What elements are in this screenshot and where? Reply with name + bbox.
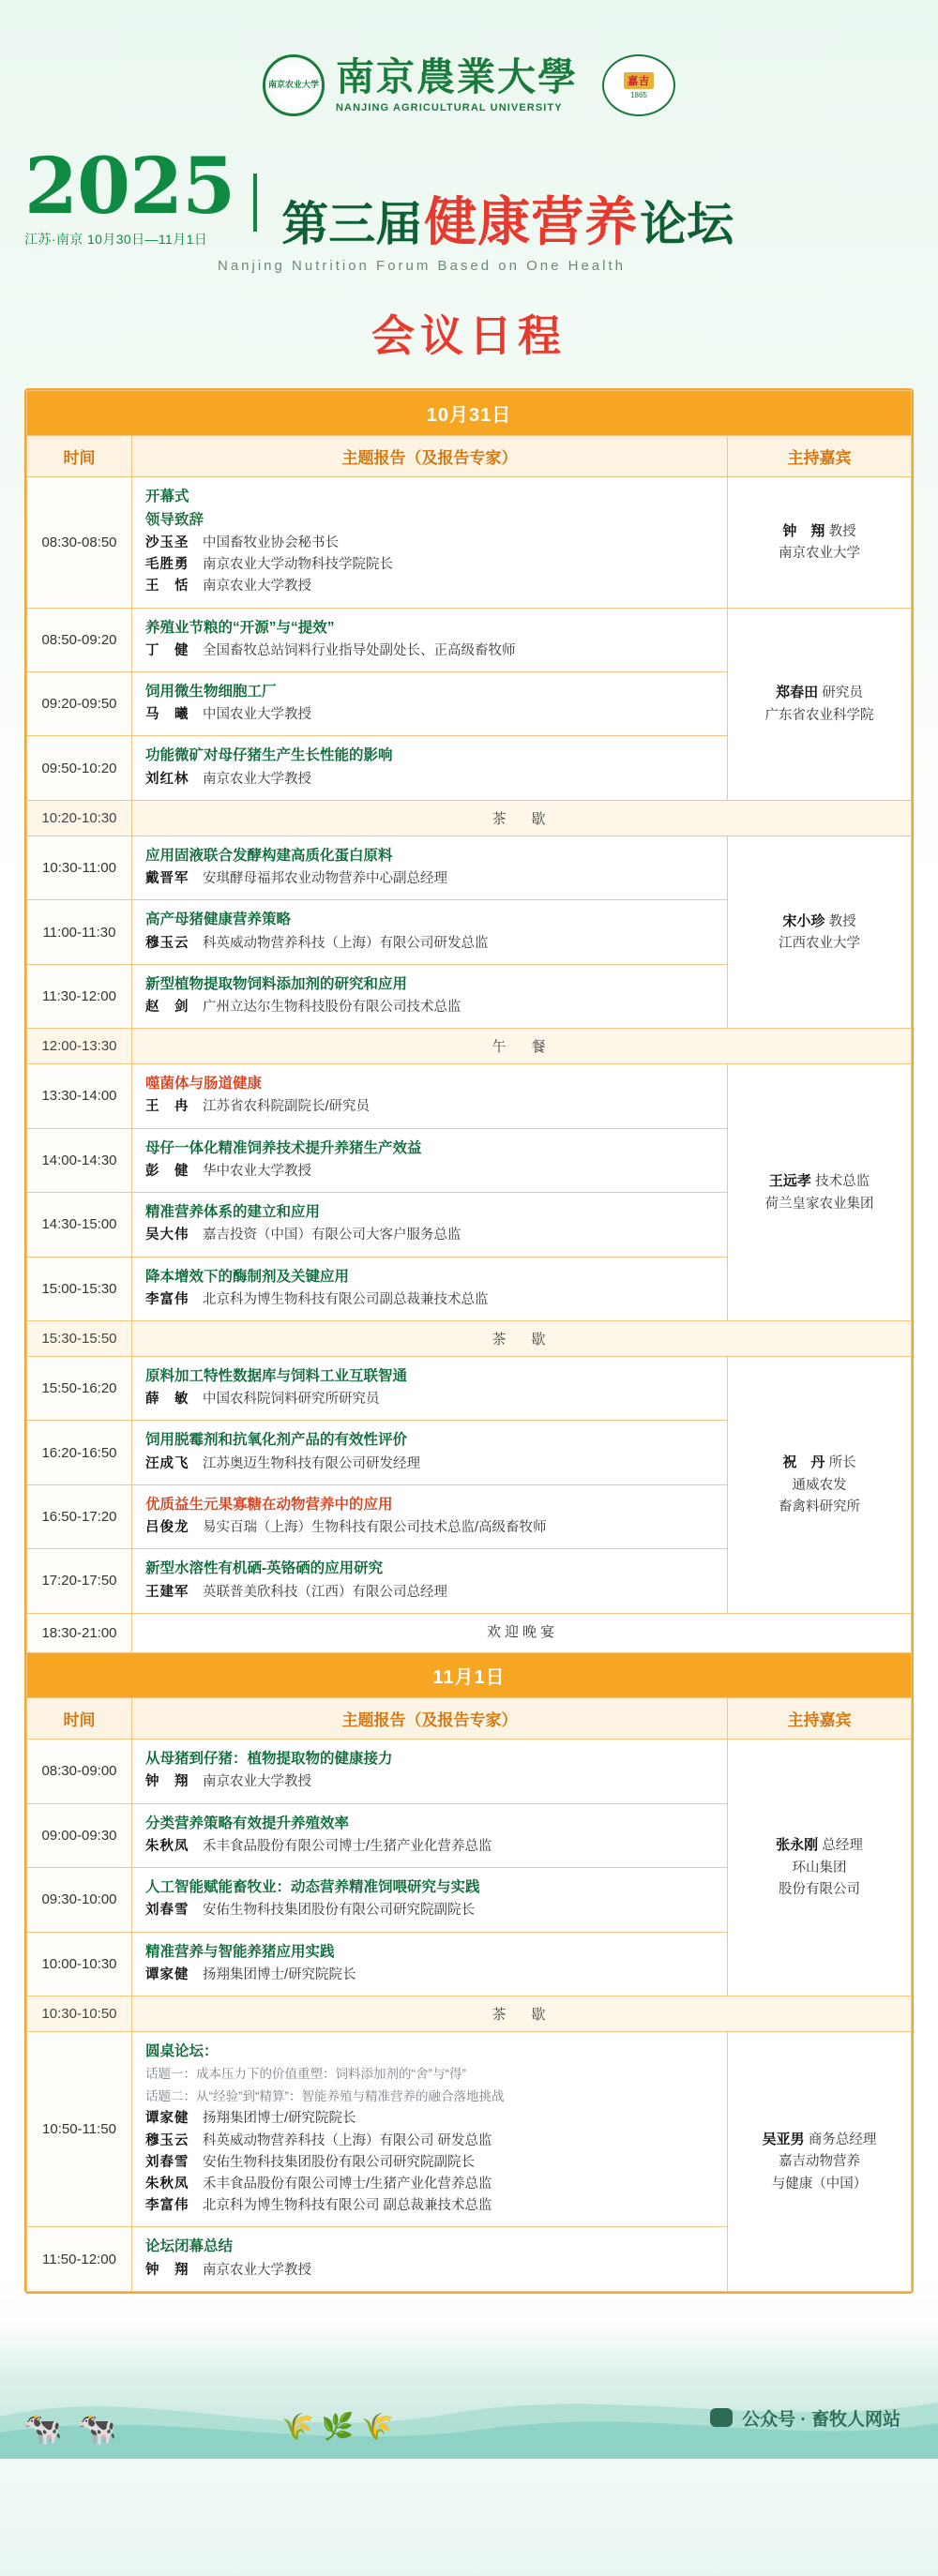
break-label: 茶 歇 — [132, 800, 912, 836]
speaker: 钟 翔 南京农业大学教授 — [145, 2262, 311, 2278]
host-name: 郑春田 — [776, 685, 819, 701]
session-title: 养殖业节粮的“开源”与“提效” — [145, 619, 335, 636]
session-time: 14:30-15:00 — [27, 1193, 132, 1257]
session-time: 10:00-10:30 — [27, 1932, 132, 1996]
host-role: 教授 — [828, 913, 856, 929]
host-name: 祝 丹 — [782, 1454, 825, 1471]
session-time: 17:20-17:50 — [27, 1549, 132, 1613]
session-title: 降本增效下的酶制剂及关键应用 — [145, 1268, 350, 1285]
session-topic-cell — [132, 672, 728, 736]
speaker: 刘春雪 安佑生物科技集团股份有限公司研究院副院长 — [145, 2154, 475, 2170]
session-title: 原料加工特性数据库与饲料工业互联智通 — [145, 1367, 408, 1384]
session-topic-cell — [132, 2227, 728, 2291]
session-title: 饲用脱霉剂和抗氧化剂产品的有效性评价 — [145, 1432, 408, 1449]
session-topic-cell — [132, 1128, 728, 1192]
host-name: 宋小珍 — [782, 912, 825, 929]
host-org: 股份有限公司 — [779, 1882, 860, 1898]
session-topic-cell — [132, 2031, 728, 2226]
title-band — [24, 142, 914, 253]
speaker-name: 王 冉 — [145, 1099, 189, 1115]
host-org: 环山集团 — [792, 1860, 847, 1876]
speaker: 彭 健 华中农业大学教授 — [145, 1163, 311, 1179]
session-time: 08:50-09:20 — [27, 608, 132, 671]
session-title: 饲用微生物细胞工厂 — [145, 684, 277, 700]
session-time: 11:00-11:30 — [27, 900, 132, 964]
host-org: 与健康（中国） — [771, 2176, 868, 2192]
session-time: 10:50-11:50 — [27, 2031, 132, 2226]
speaker-name: 谭家健 — [145, 2111, 189, 2127]
session-topic-cell — [132, 1740, 728, 1803]
session-time: 15:00-15:30 — [27, 1257, 132, 1320]
session-topic-cell — [132, 1484, 728, 1548]
speaker: 穆玉云 科英威动物营养科技（上海）有限公司研发总监 — [145, 935, 489, 951]
host-name: 王远孝 — [768, 1173, 811, 1190]
host-cell — [728, 1740, 912, 1996]
host-role: 教授 — [828, 523, 856, 539]
session-title: 精准营养体系的建立和应用 — [145, 1204, 321, 1221]
university-name-en: NANJING AGRICULTURAL UNIVERSITY — [336, 101, 563, 113]
speaker: 吕俊龙 易实百瑞（上海）生物科技有限公司技术总监/高级畜牧师 — [145, 1520, 547, 1536]
break-time: 15:30-15:50 — [27, 1320, 132, 1356]
agenda-heading: 会议日程 — [371, 309, 567, 361]
speaker-name: 吴大伟 — [145, 1228, 189, 1243]
speaker-name: 薛 敏 — [145, 1392, 189, 1408]
session-title: 从母猪到仔猪：植物提取物的健康接力 — [145, 1751, 393, 1768]
session-topic-cell — [132, 1257, 728, 1320]
speaker-name: 赵 剑 — [145, 1000, 189, 1016]
university-seal-icon — [263, 54, 325, 116]
table-row — [27, 2031, 912, 2226]
host-role: 总经理 — [822, 1838, 863, 1854]
host-org: 江西农业大学 — [779, 936, 860, 952]
english-subtitle: Nanjing Nutrition Forum Based on One Health — [218, 257, 626, 274]
host-org: 畜禽料研究所 — [779, 1499, 860, 1515]
host-org: 广东省农业科学院 — [764, 707, 874, 723]
speaker: 毛胜勇 南京农业大学动物科技学院院长 — [145, 557, 393, 573]
speaker-name: 毛胜勇 — [145, 557, 189, 573]
host-org: 通威农发 — [792, 1477, 847, 1493]
speaker: 谭家健 扬翔集团博士/研究院院长 — [145, 2111, 356, 2127]
col-topic: 主题报告（及报告专家） — [132, 435, 728, 476]
university-name-cn: 南京農業大學 — [336, 53, 578, 99]
table-row — [27, 608, 912, 671]
session-time: 15:50-16:20 — [27, 1356, 132, 1420]
speaker-name: 王 恬 — [145, 579, 189, 595]
plain-label: 欢迎晚宴 — [132, 1613, 912, 1653]
speaker-name: 刘春雪 — [145, 1903, 189, 1919]
main-title-prefix: 第三届 — [281, 195, 423, 251]
break-row — [27, 1996, 912, 2031]
host-org: 荷兰皇家农业集团 — [764, 1196, 874, 1212]
session-title: 应用固液联合发酵构建高质化蛋白原料 — [145, 847, 393, 864]
speaker-name: 彭 健 — [145, 1163, 189, 1179]
session-topic-cell — [132, 1803, 728, 1867]
break-time: 10:30-10:50 — [27, 1996, 132, 2031]
speaker: 李富伟 北京科为博生物科技有限公司 副总裁兼技术总监 — [145, 2198, 492, 2214]
host-role: 技术总监 — [815, 1174, 870, 1190]
speaker-name: 戴晋军 — [145, 871, 189, 887]
wheat-icon: 🌾 🌿 🌾 — [281, 2411, 395, 2441]
session-time: 14:00-14:30 — [27, 1128, 132, 1192]
host-role: 所长 — [828, 1455, 856, 1471]
speaker: 穆玉云 科英威动物营养科技（上海）有限公司 研发总监 — [145, 2132, 492, 2148]
session-topic-cell — [132, 1868, 728, 1932]
host-name: 钟 翔 — [782, 522, 825, 539]
speaker: 戴晋军 安琪酵母福邦农业动物营养中心副总经理 — [145, 871, 447, 887]
session-topic-cell — [132, 900, 728, 964]
wechat-icon — [710, 2408, 733, 2427]
column-header-row — [27, 435, 912, 476]
header-logos — [0, 0, 938, 116]
session-title: 新型水溶性有机硒-英铬硒的应用研究 — [145, 1560, 384, 1577]
speaker: 朱秋凤 禾丰食品股份有限公司博士/生猪产业化营养总监 — [145, 1838, 492, 1854]
session-time: 09:00-09:30 — [27, 1803, 132, 1867]
university-logo — [263, 54, 578, 116]
speaker: 丁 健 全国畜牧总站饲料行业指导处副处长、正高级畜牧师 — [145, 642, 516, 658]
seal-text: 南京农业大学 — [267, 80, 319, 90]
host-cell — [728, 836, 912, 1028]
session-title: 分类营养策略有效提升养殖效率 — [145, 1815, 350, 1831]
col-time: 时间 — [27, 435, 132, 476]
session-title: 母仔一体化精准饲养技术提升养猪生产效益 — [145, 1139, 422, 1156]
session-topic-cell — [132, 1932, 728, 1996]
speaker: 汪成飞 江苏奥迈生物科技有限公司研发经理 — [145, 1455, 420, 1471]
table-row — [27, 836, 912, 899]
partner-logo-top: 嘉吉 — [624, 72, 654, 89]
break-label: 午 餐 — [132, 1029, 912, 1064]
session-title: 优质益生元果寡糖在动物营养中的应用 — [145, 1496, 393, 1513]
col-host: 主持嘉宾 — [728, 435, 912, 476]
host-cell — [728, 2031, 912, 2291]
partner-logo-bottom: 1865 — [630, 90, 647, 99]
session-time: 08:30-08:50 — [27, 476, 132, 608]
speaker-name: 汪成飞 — [145, 1455, 189, 1471]
session-time: 16:50-17:20 — [27, 1484, 132, 1548]
speaker-name: 李富伟 — [145, 1291, 189, 1307]
host-cell — [728, 1356, 912, 1613]
speaker: 吴大伟 嘉吉投资（中国）有限公司大客户服务总监 — [145, 1228, 461, 1243]
session-time: 10:30-11:00 — [27, 836, 132, 899]
break-row — [27, 1029, 912, 1064]
session-note: 话题一：成本压力下的价值重塑：饲料添加剂的“舍”与“得” — [145, 2067, 466, 2082]
host-name: 张永刚 — [776, 1837, 819, 1854]
session-time: 09:50-10:20 — [27, 736, 132, 800]
session-time: 13:30-14:00 — [27, 1064, 132, 1128]
speaker: 马 曦 中国农业大学教授 — [145, 707, 311, 723]
speaker-name: 沙玉圣 — [145, 535, 189, 551]
footer-brand-text: 公众号 · 畜牧人网站 — [742, 2409, 900, 2430]
speaker-name: 李富伟 — [145, 2198, 189, 2214]
col-host: 主持嘉宾 — [728, 1698, 912, 1740]
column-header-row — [27, 1698, 912, 1740]
host-role: 商务总经理 — [808, 2132, 877, 2147]
session-title: 开幕式 — [145, 488, 189, 505]
break-label: 茶 歇 — [132, 1320, 912, 1356]
main-title — [281, 190, 734, 253]
speaker-name: 马 曦 — [145, 707, 189, 723]
speaker: 刘红林 南京农业大学教授 — [145, 771, 311, 787]
speaker: 刘春雪 安佑生物科技集团股份有限公司研究院副院长 — [145, 1903, 475, 1919]
table-row — [27, 1356, 912, 1420]
speaker-name: 朱秋凤 — [145, 2176, 189, 2192]
speaker: 王 恬 南京农业大学教授 — [145, 579, 311, 595]
speaker-name: 刘春雪 — [145, 2154, 189, 2170]
footer-brand — [710, 2405, 900, 2431]
session-title: 噬菌体与肠道健康 — [145, 1076, 263, 1092]
speaker-name: 吕俊龙 — [145, 1520, 189, 1536]
speaker: 李富伟 北京科为博生物科技有限公司副总裁兼技术总监 — [145, 1291, 489, 1307]
day-header-row — [27, 1653, 912, 1698]
plain-time: 18:30-21:00 — [27, 1613, 132, 1653]
speaker: 谭家健 扬翔集团博士/研究院院长 — [145, 1966, 356, 1982]
session-subtitle: 领导致辞 — [145, 511, 204, 528]
table-row — [27, 1064, 912, 1128]
speaker: 朱秋凤 禾丰食品股份有限公司博士/生猪产业化营养总监 — [145, 2176, 492, 2192]
speaker-name: 钟 翔 — [145, 2262, 189, 2278]
host-role: 研究员 — [822, 685, 863, 701]
col-time: 时间 — [27, 1698, 132, 1740]
session-title: 圆桌论坛： — [145, 2042, 219, 2059]
break-row — [27, 800, 912, 836]
title-divider — [253, 173, 257, 232]
break-time: 12:00-13:30 — [27, 1029, 132, 1064]
session-title: 高产母猪健康营养策略 — [145, 911, 292, 928]
host-org: 嘉吉动物营养 — [779, 2154, 860, 2170]
host-cell — [728, 1064, 912, 1321]
location-date: 江苏·南京 10月30日—11月1日 — [24, 231, 208, 247]
table-row — [27, 476, 912, 608]
session-title: 精准营养与智能养猪应用实践 — [145, 1943, 335, 1960]
break-time: 10:20-10:30 — [27, 800, 132, 836]
partner-logo — [602, 54, 675, 116]
session-time: 11:50-12:00 — [27, 2227, 132, 2291]
speaker: 沙玉圣 中国畜牧业协会秘书长 — [145, 535, 339, 551]
agenda-table — [26, 390, 912, 2292]
session-topic-cell — [132, 1356, 728, 1420]
session-topic-cell — [132, 476, 728, 608]
session-topic-cell — [132, 1193, 728, 1257]
speaker: 王 冉 江苏省农科院副院长/研究员 — [145, 1099, 371, 1115]
session-topic-cell — [132, 836, 728, 899]
session-topic-cell — [132, 1064, 728, 1128]
session-note: 话题二：从“经验”到“精算”：智能养殖与精准营养的融合落地挑战 — [145, 2088, 505, 2103]
speaker: 王建军 英联普美欣科技（江西）有限公司总经理 — [145, 1584, 447, 1600]
speaker: 薛 敏 中国农科院饲料研究所研究员 — [145, 1392, 380, 1408]
plain-row — [27, 1613, 912, 1653]
table-row — [27, 1740, 912, 1803]
session-topic-cell — [132, 736, 728, 800]
host-cell — [728, 608, 912, 800]
session-title: 论坛闭幕总结 — [145, 2238, 234, 2255]
session-topic-cell — [132, 964, 728, 1028]
day-label: 11月1日 — [27, 1653, 912, 1698]
speaker-name: 钟 翔 — [145, 1774, 189, 1790]
col-topic: 主题报告（及报告专家） — [132, 1698, 728, 1740]
session-title: 人工智能赋能畜牧业：动态营养精准饲喂研究与实践 — [145, 1879, 480, 1896]
speaker: 钟 翔 南京农业大学教授 — [145, 1774, 311, 1790]
day-label: 10月31日 — [27, 390, 912, 435]
session-topic-cell — [132, 608, 728, 671]
main-title-suffix: 论坛 — [640, 195, 734, 251]
host-name: 吴亚男 — [762, 2131, 805, 2147]
agenda-table-wrap — [24, 388, 914, 2294]
speaker-name: 丁 健 — [145, 642, 189, 658]
main-title-highlight: 健康营养 — [424, 190, 639, 253]
host-org: 南京农业大学 — [779, 546, 860, 562]
speaker-name: 穆玉云 — [145, 935, 189, 951]
session-topic-cell — [132, 1421, 728, 1484]
session-title: 功能微矿对母仔猪生产生长性能的影响 — [145, 747, 393, 764]
break-row — [27, 1320, 912, 1356]
session-time: 08:30-09:00 — [27, 1740, 132, 1803]
speaker: 赵 剑 广州立达尔生物科技股份有限公司技术总监 — [145, 1000, 461, 1016]
host-cell — [728, 476, 912, 608]
speaker-name: 朱秋凤 — [145, 1838, 189, 1854]
year-label: 2025 — [24, 142, 235, 232]
day-header-row — [27, 390, 912, 435]
session-title: 新型植物提取物饲料添加剂的研究和应用 — [145, 975, 408, 992]
speaker-name: 穆玉云 — [145, 2132, 189, 2148]
break-label: 茶 歇 — [132, 1996, 912, 2031]
session-time: 16:20-16:50 — [27, 1421, 132, 1484]
speaker-name: 刘红林 — [145, 771, 189, 787]
speaker-name: 王建军 — [145, 1584, 189, 1600]
session-time: 09:20-09:50 — [27, 672, 132, 736]
cow-icons: 🐄🐄 — [23, 2410, 132, 2447]
speaker-name: 谭家健 — [145, 1966, 189, 1982]
session-topic-cell — [132, 1549, 728, 1613]
session-time: 11:30-12:00 — [27, 964, 132, 1028]
session-time: 09:30-10:00 — [27, 1868, 132, 1932]
footer — [0, 2318, 938, 2459]
